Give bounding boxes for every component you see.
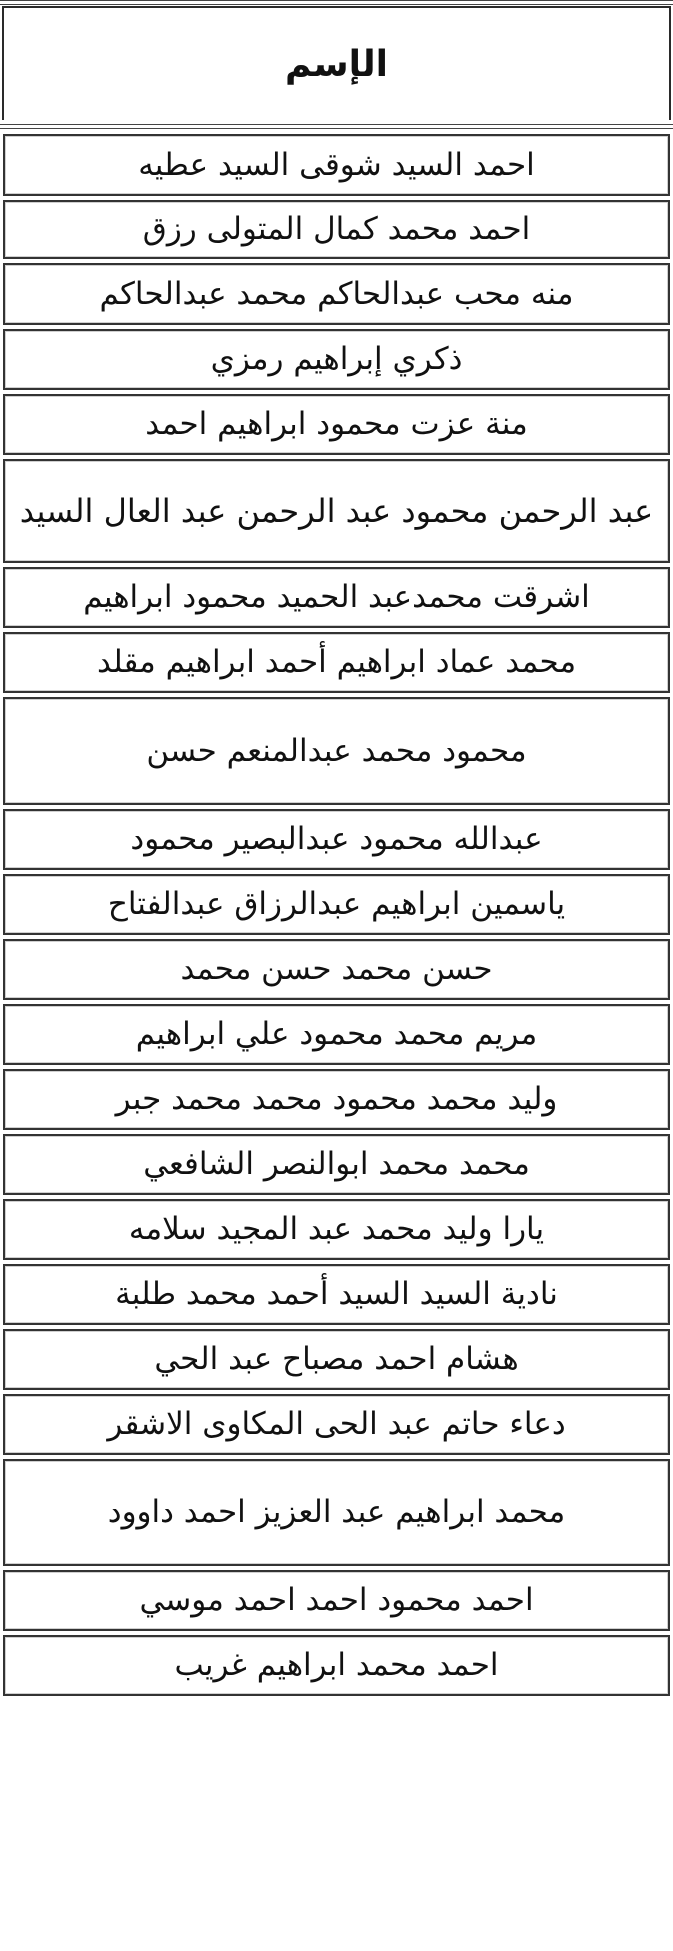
table-row [3, 809, 670, 870]
name-cell: احمد السيد شوقى السيد عطيه [138, 146, 535, 183]
table-row [3, 1394, 670, 1455]
table-row [3, 1570, 670, 1631]
table-header [2, 6, 671, 120]
name-cell: احمد محمد ابراهيم غريب [174, 1647, 499, 1683]
table-row [3, 939, 670, 1000]
name-cell: عبدالله محمود عبدالبصير محمود [130, 821, 543, 857]
table-divider [0, 0, 673, 1]
name-cell: ذكري إبراهيم رمزي [210, 341, 463, 377]
table-row [3, 1069, 670, 1130]
table-row [3, 1134, 670, 1195]
name-cell: اشرقت محمدعبد الحميد محمود ابراهيم [83, 579, 590, 615]
name-cell: ياسمين ابراهيم عبدالرزاق عبدالفتاح [107, 886, 566, 922]
table-row [3, 263, 670, 325]
name-cell: احمد محمد كمال المتولى رزق [142, 211, 531, 247]
name-cell: احمد محمود احمد احمد موسي [139, 1582, 534, 1618]
table-row [3, 1004, 670, 1065]
name-cell: مريم محمد محمود علي ابراهيم [135, 1016, 538, 1052]
name-cell: وليد محمد محمود محمد محمد جبر [115, 1081, 558, 1117]
table-row [3, 394, 670, 455]
name-cell: محمد عماد ابراهيم أحمد ابراهيم مقلد [96, 644, 577, 680]
table-row [3, 329, 670, 390]
name-cell: منه محب عبدالحاكم محمد عبدالحاكم [99, 275, 574, 312]
table-row [3, 874, 670, 935]
name-cell: حسن محمد حسن محمد [180, 951, 493, 987]
table-row [3, 567, 670, 628]
table-row [3, 134, 670, 196]
table-row [3, 459, 670, 563]
table-row [3, 1264, 670, 1325]
name-cell: دعاء حاتم عبد الحى المكاوى الاشقر [107, 1406, 566, 1442]
table-divider [0, 124, 673, 125]
table-row [3, 697, 670, 805]
table-row [3, 1459, 670, 1566]
column-header-name: الإسم [284, 43, 388, 85]
table-row [3, 1635, 670, 1696]
table-divider [0, 4, 673, 5]
name-cell: محمد ابراهيم عبد العزيز احمد داوود [107, 1494, 566, 1530]
name-cell: محمود محمد عبدالمنعم حسن [146, 732, 527, 769]
name-cell: نادية السيد السيد أحمد محمد طلبة [115, 1276, 558, 1312]
name-cell: عبد الرحمن محمود عبد الرحمن عبد العال السيد [19, 491, 654, 530]
table-row [3, 1329, 670, 1390]
name-cell: محمد محمد ابوالنصر الشافعي [143, 1146, 530, 1182]
table-row [3, 200, 670, 259]
table-row [3, 1199, 670, 1260]
name-cell: منة عزت محمود ابراهيم احمد [145, 406, 528, 442]
name-cell: يارا وليد محمد عبد المجيد سلامه [128, 1211, 545, 1247]
name-cell: هشام احمد مصباح عبد الحي [154, 1341, 519, 1377]
table-divider [0, 128, 673, 129]
table-row [3, 632, 670, 693]
